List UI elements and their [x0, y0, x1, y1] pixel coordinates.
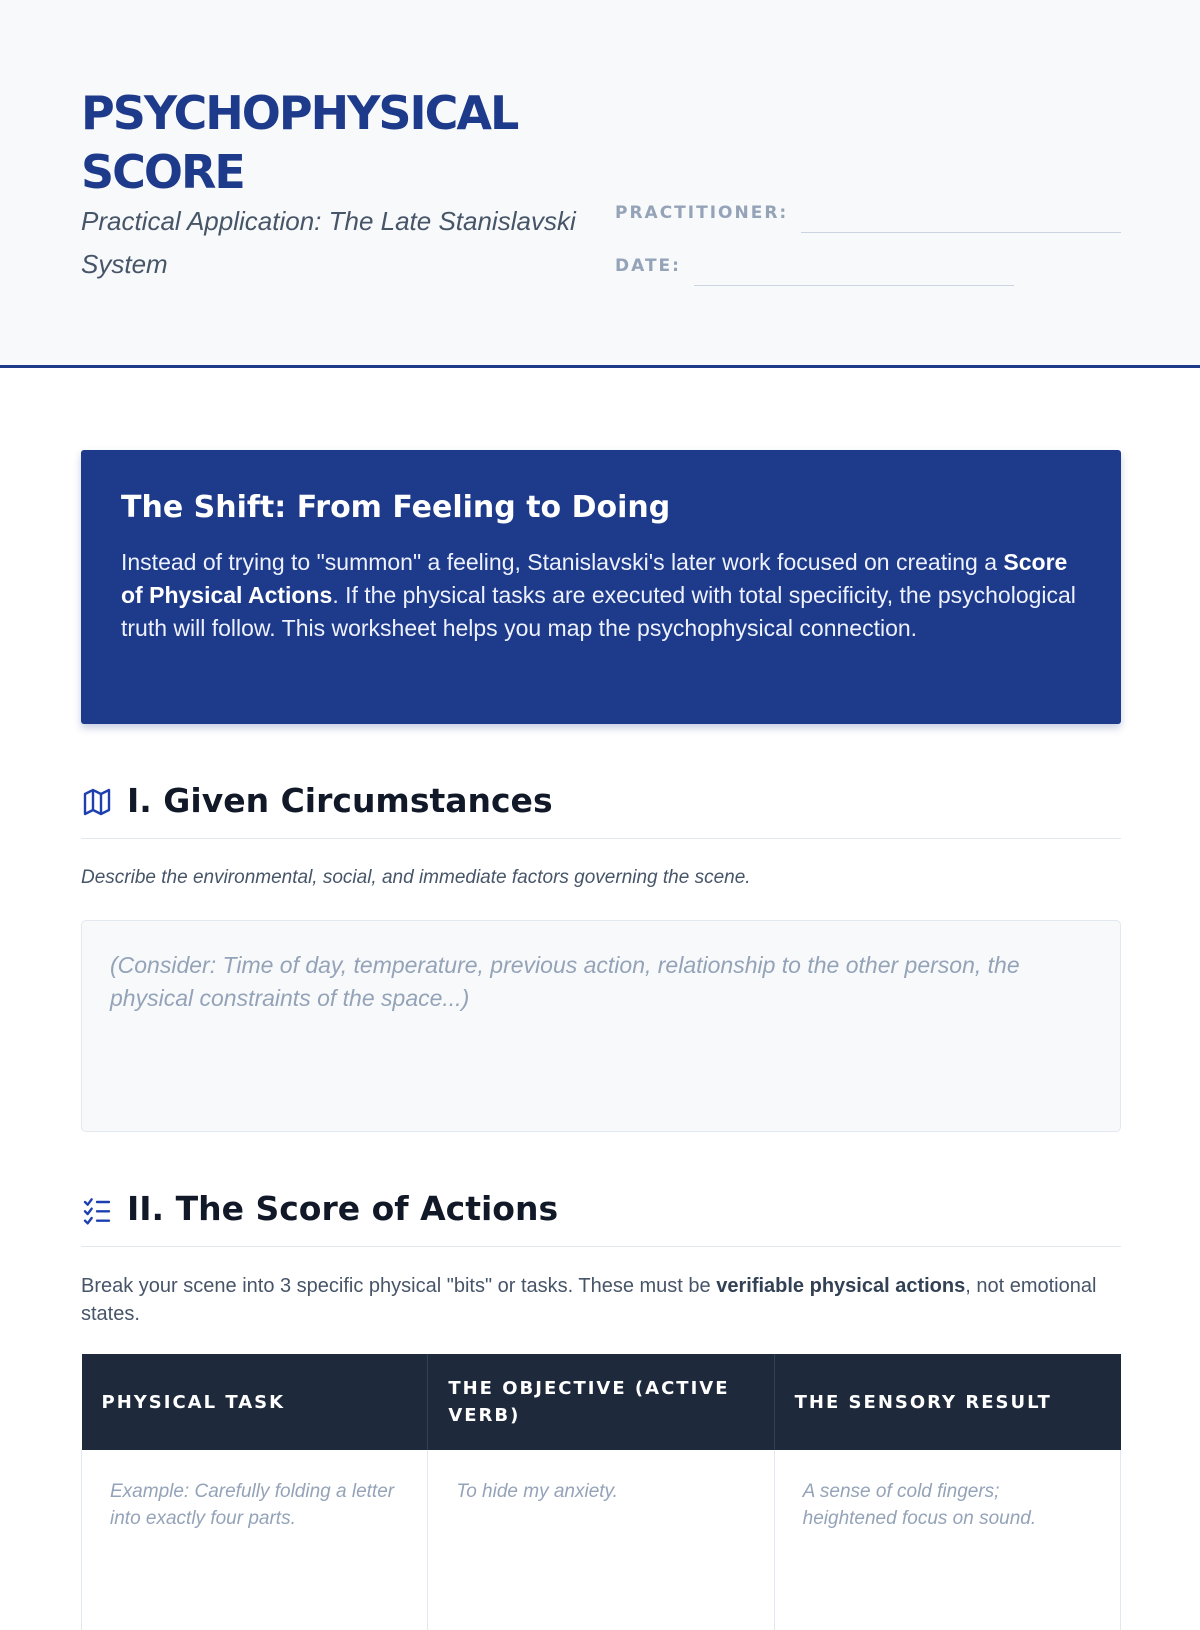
score-instructions-end: , not emotional states. [81, 1275, 1097, 1325]
column-header-physical-task: PHYSICAL TASK [82, 1354, 428, 1450]
column-header-objective: THE OBJECTIVE (ACTIVE VERB) [428, 1354, 774, 1450]
section-heading-score-of-actions: II. The Score of Actions [127, 1189, 559, 1228]
score-instructions-emphasis: verifiable physical actions [716, 1275, 966, 1297]
table-cell-objective[interactable]: To hide my anxiety. [428, 1450, 774, 1630]
table-cell-sensory-result[interactable]: A sense of cold fingers; heightened focus on sound. [774, 1450, 1120, 1630]
worksheet-header [0, 0, 1200, 368]
intro-text-start: Instead of trying to "summon" a feeling, Stanislavski's later work focused on creating a [121, 549, 1004, 575]
map-icon [81, 786, 113, 818]
table-cell-physical-task[interactable]: Example: Carefully folding a letter into exactly four parts. [82, 1450, 428, 1630]
section-score-of-actions [81, 1188, 1121, 1247]
worksheet-title: PSYCHOPHYSICAL SCORE [81, 86, 518, 199]
checklist-icon [81, 1194, 113, 1226]
section-heading-given-circumstances: I. Given Circumstances [127, 781, 553, 820]
intro-text-end: . If the physical tasks are executed with total specificity, the psychological truth will follow. This worksheet helps you map the psychophysical connection. [121, 582, 1076, 641]
section-given-circumstances [81, 780, 1121, 839]
practitioner-field[interactable] [801, 232, 1121, 233]
intro-text-emphasis: Score of Physical Actions [121, 549, 1068, 608]
intro-text [121, 546, 1081, 645]
score-of-actions-instructions [81, 1272, 1121, 1328]
given-circumstances-input[interactable] [81, 920, 1121, 1132]
table-header-row [82, 1354, 1121, 1450]
score-of-actions-table [81, 1354, 1121, 1630]
date-field[interactable] [694, 285, 1014, 286]
intro-callout [81, 450, 1121, 724]
intro-heading: The Shift: From Feeling to Doing [121, 490, 671, 525]
date-label: DATE: [615, 256, 681, 276]
table-row [82, 1450, 1121, 1630]
score-instructions-start: Break your scene into 3 specific physical "bits" or tasks. These must be [81, 1275, 717, 1297]
practitioner-label: PRACTITIONER: [615, 203, 789, 223]
given-circumstances-placeholder: (Consider: Time of day, temperature, previous action, relationship to the other person, the physical constraints of the space...) [110, 952, 1020, 1011]
worksheet-subtitle: Practical Application: The Late Stanislavski System [81, 206, 576, 279]
column-header-sensory-result: THE SENSORY RESULT [774, 1354, 1120, 1450]
given-circumstances-instructions: Describe the environmental, social, and immediate factors governing the scene. [81, 867, 751, 888]
